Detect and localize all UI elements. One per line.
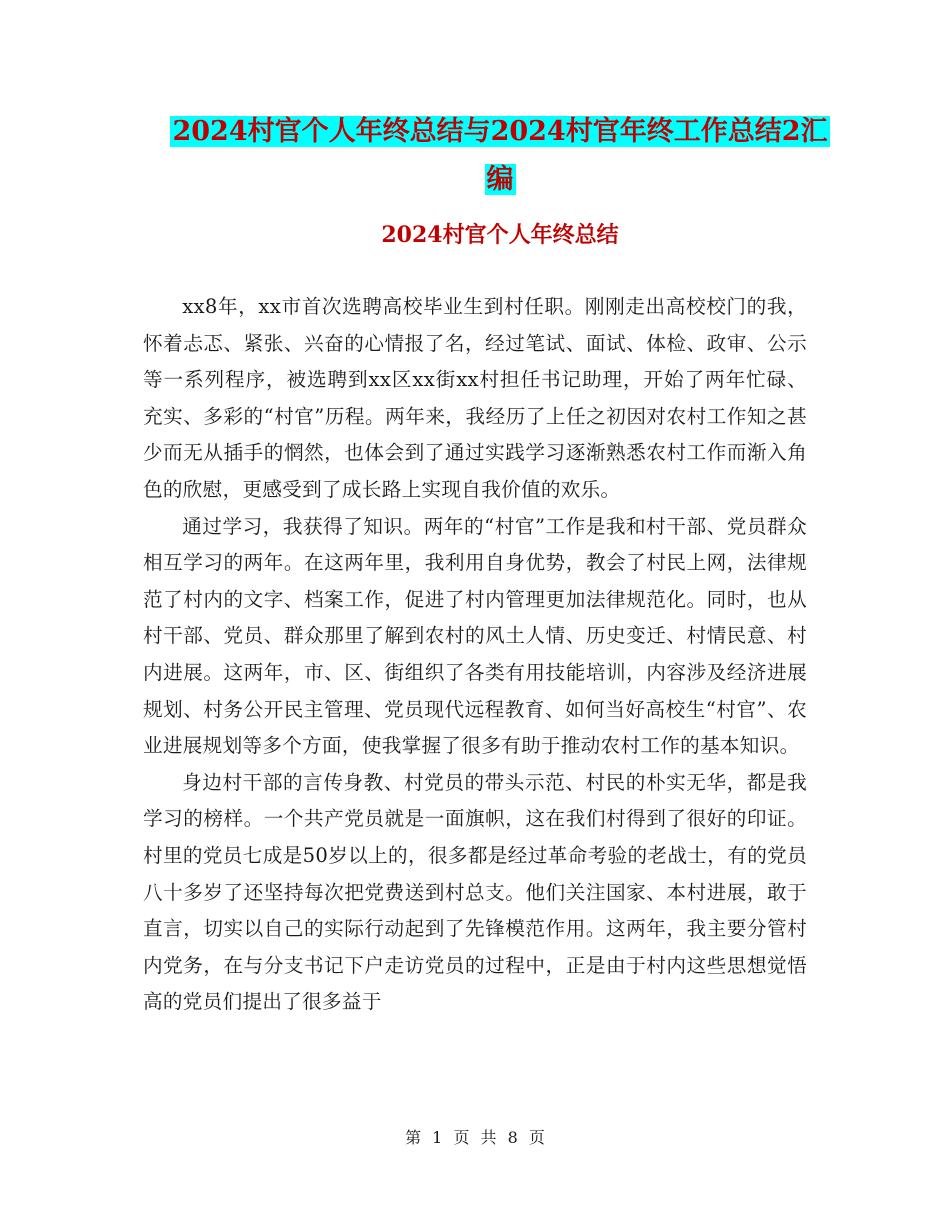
document-title [140,108,860,204]
section-title: 2024村官个人年终总结 [381,222,619,248]
paragraph-2: 通过学习，我获得了知识。两年的“村官”工作是我和村干部、党员群众相互学习的两年。在这两年里，我利用自身优势，教会了村民上网，法律规范了村内的文字、档案工作，促进了村内管理更加法律规范化。同时，也从村干部、党员、群众那里了解到农村的风土人情、历史变迁、村情民意、村内进展。这两年，市、区、街组织了各类有用技能培训，内容涉及经济进展规划、村务公开民主管理、党员现代远程教育、如何当好高校生“村官”、农业进展规划等多个方面，使我掌握了很多有助于推动农村工作的基本知识。 [143,514,807,758]
paragraph-3: 身边村干部的言传身教、村党员的带头示范、村民的朴实无华，都是我学习的榜样。一个共产党员就是一面旗帜，这在我们村得到了很好的印证。村里的党员七成是50岁以上的，很多都是经过革命考验的老战士，有的党员八十多岁了还坚持每次把党费送到村总支。他们关注国家、本村进展，敢于直言，切实以自己的实际行动起到了先锋模范作用。这两年，我主要分管村内党务，在与分支书记下户走访党员的过程中，正是由于村内这些思想觉悟高的党员们提出了很多益于 [143,770,807,1014]
paragraph-1: xx8年，xx市首次选聘高校毕业生到村任职。刚刚走出高校校门的我，怀着忐忑、紧张、兴奋的心情报了名，经过笔试、面试、体检、政审、公示等一系列程序，被选聘到xx区xx街xx村担任书记助理，开始了两年忙碌、充实、多彩的“村官”历程。两年来，我经历了上任之初因对农村工作知之甚少而无从插手的惘然，也体会到了通过实践学习逐渐熟悉农村工作而渐入角色的欣慰，更感受到了成长路上实现自我价值的欢乐。 [143,295,807,501]
body-text [143,289,807,1021]
document-title-line1: 2024村官个人年终总结与2024村官年终工作总结2汇 [172,116,828,147]
document-title-line2: 编 [486,164,514,195]
page-footer: 第 1 页 共 8 页 [405,1128,545,1147]
